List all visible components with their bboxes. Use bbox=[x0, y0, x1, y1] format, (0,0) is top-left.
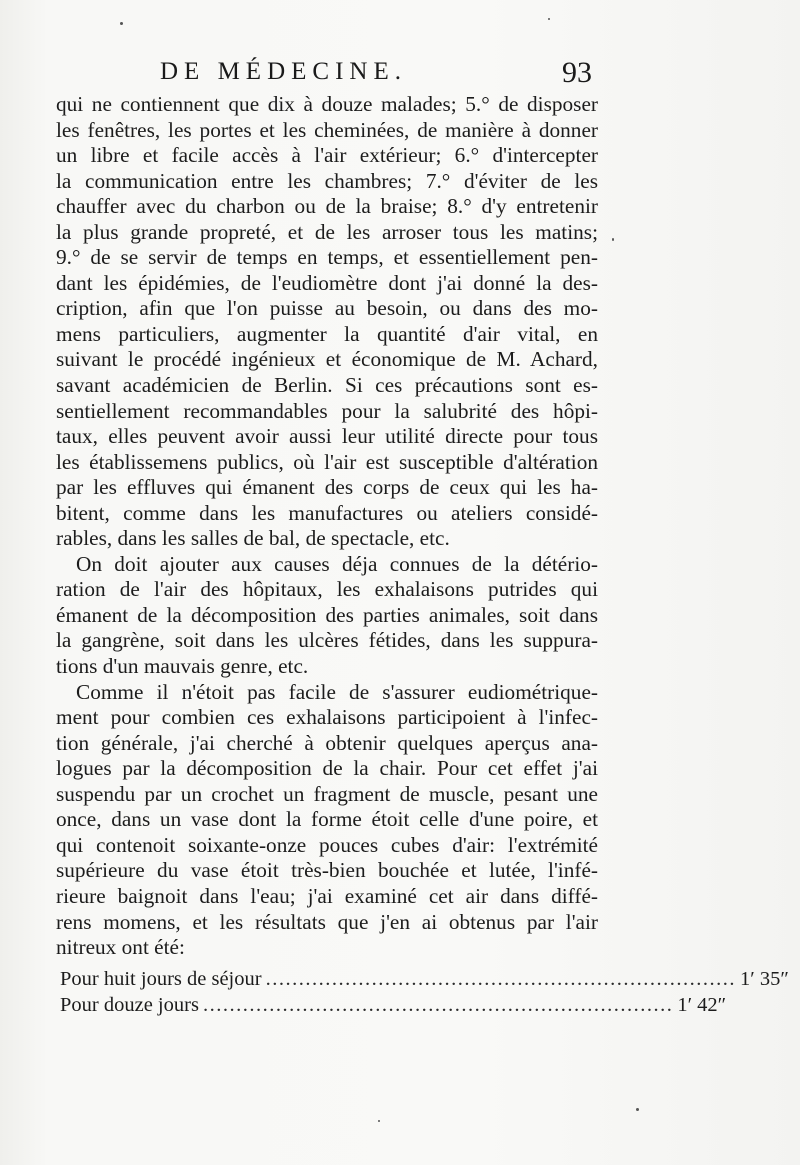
text-line: On doit ajouter aux causes déja connues de la détério- bbox=[76, 551, 598, 576]
text-line: ration de l'air des hôpitaux, les exhalaisons putrides qui bbox=[56, 577, 598, 602]
body-text bbox=[56, 92, 598, 961]
paper-speck bbox=[378, 1120, 380, 1122]
text-line: logues par la décomposition de la chair. Pour cet effet j'ai bbox=[56, 756, 598, 781]
text-line: ment pour combien ces exhalaisons participoient à l'infec- bbox=[56, 705, 598, 730]
text-line: un libre et facile accès à l'air extérieur; 6.° d'intercepter bbox=[56, 143, 598, 168]
text-line: taux, elles peuvent avoir aussi leur utilité directe pour tous bbox=[56, 424, 598, 449]
text-line: la communication entre les chambres; 7.° d'éviter de les bbox=[56, 168, 598, 193]
page-number: 93 bbox=[562, 56, 592, 89]
dot-leader: ....................................................................... bbox=[202, 994, 674, 1016]
text-line: les fenêtres, les portes et les cheminées, de manière à donner bbox=[56, 117, 598, 142]
results-row-value: 1′ 35″ bbox=[739, 968, 789, 990]
dot-leader: ....................................................................... bbox=[265, 968, 736, 990]
text-line: dant les épidémies, de l'eudiomètre dont j'ai donné la des- bbox=[56, 270, 598, 295]
text-line: suspendu par un crochet un fragment de muscle, pesant une bbox=[56, 781, 598, 806]
text-line: émanent de la décomposition des parties animales, soit dans bbox=[56, 602, 598, 627]
text-line: rens momens, et les résultats que j'en ai obtenus par l'air bbox=[56, 909, 598, 934]
results-table bbox=[60, 966, 789, 1018]
paper-speck bbox=[548, 18, 550, 20]
results-row bbox=[60, 992, 727, 1018]
results-row bbox=[60, 966, 789, 992]
text-line: sentiellement recommandables pour la salubrité des hôpi- bbox=[56, 398, 598, 423]
text-line: les établissemens publics, où l'air est susceptible d'altération bbox=[56, 449, 598, 474]
text-line: nitreux ont été: bbox=[56, 935, 185, 960]
text-line: 9.° de se servir de temps en temps, et essentiellement pen- bbox=[56, 245, 598, 270]
text-line: Comme il n'étoit pas facile de s'assurer eudiométrique- bbox=[76, 679, 598, 704]
text-line: once, dans un vase dont la forme étoit celle d'une poire, et bbox=[56, 807, 598, 832]
text-line: savant académicien de Berlin. Si ces précautions sont es- bbox=[56, 373, 598, 398]
text-line: tion générale, j'ai cherché à obtenir quelques aperçus ana- bbox=[56, 730, 598, 755]
text-line: mens particuliers, augmenter la quantité d'air vital, en bbox=[56, 321, 598, 346]
paper-speck bbox=[612, 238, 614, 241]
paper-speck bbox=[636, 1108, 639, 1111]
text-line: supérieure du vase étoit très-bien bouchée et lutée, l'infé- bbox=[56, 858, 598, 883]
results-row-label: Pour douze jours bbox=[60, 994, 199, 1016]
text-line: tions d'un mauvais genre, etc. bbox=[56, 654, 309, 679]
paper-speck bbox=[120, 22, 123, 25]
text-line: bitent, comme dans les manufactures ou ateliers considé- bbox=[56, 500, 598, 525]
text-line: la gangrène, soit dans les ulcères fétides, dans les suppura- bbox=[56, 628, 598, 653]
text-line: rieure baignoit dans l'eau; j'ai examiné cet air dans diffé- bbox=[56, 883, 598, 908]
text-line: cription, afin que l'on puisse au besoin, ou dans des mo- bbox=[56, 296, 598, 321]
results-row-value: 1′ 42″ bbox=[677, 994, 727, 1016]
text-line: chauffer avec du charbon ou de la braise; 8.° d'y entretenir bbox=[56, 194, 598, 219]
text-line: rables, dans les salles de bal, de spectacle, etc. bbox=[56, 526, 450, 551]
text-line: la plus grande propreté, et de les arroser tous les matins; bbox=[56, 219, 598, 244]
text-line: qui ne contiennent que dix à douze malades; 5.° de disposer bbox=[56, 92, 598, 116]
running-head: DE MÉDECINE. bbox=[160, 58, 407, 85]
text-line: qui contenoit soixante-onze pouces cubes d'air: l'extrémité bbox=[56, 832, 598, 857]
results-row-label: Pour huit jours de séjour bbox=[60, 968, 262, 990]
text-line: suivant le procédé ingénieux et économique de M. Achard, bbox=[56, 347, 598, 372]
text-line: par les effluves qui émanent des corps de ceux qui les ha- bbox=[56, 475, 598, 500]
